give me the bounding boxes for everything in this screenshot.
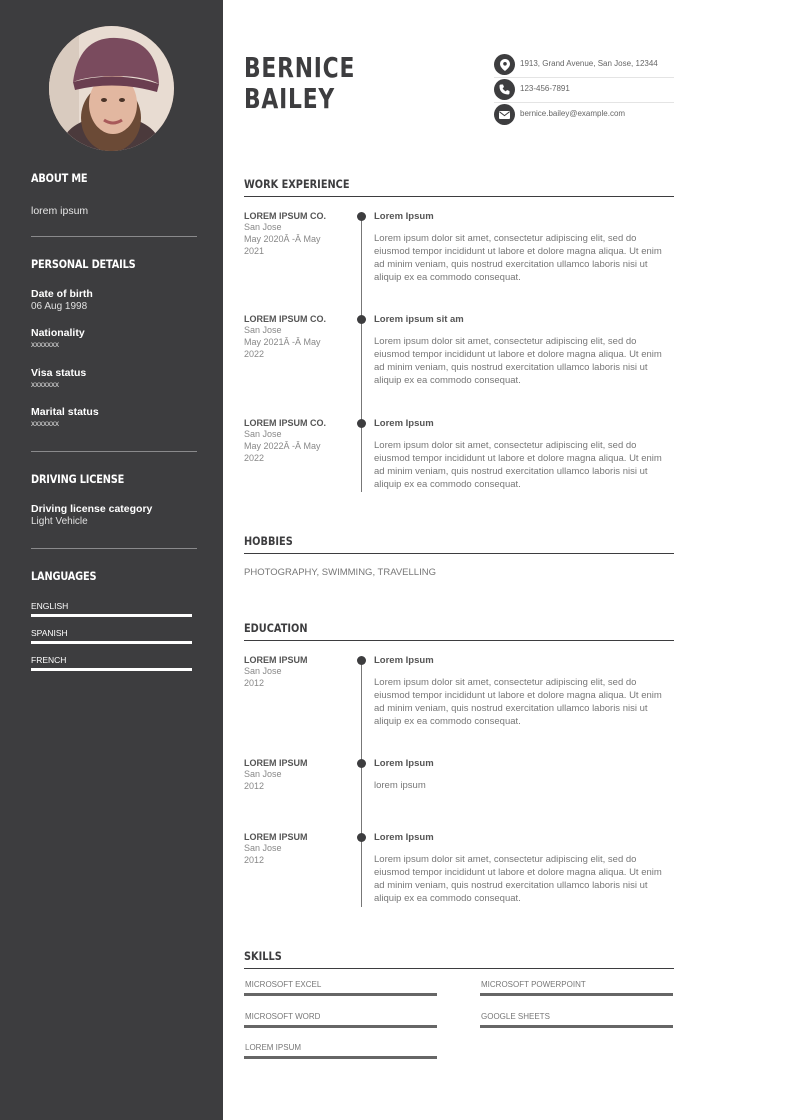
entry-description: Lorem ipsum dolor sit amet, consectetur adipiscing elit, sed do eiusmod tempor incididunt ut labore et dolore magna aliqua. Ut enim ad minim veniam, quis nostrud exercitation ullamco laboris nisi ut aliquip ex ea commodo consequat. (374, 233, 662, 283)
about-section (31, 171, 197, 217)
education-heading: EDUCATION (244, 621, 674, 641)
language-bar (31, 641, 192, 644)
dob-value: 06 Aug 1998 (31, 301, 88, 312)
timeline-dot (357, 315, 366, 324)
personal-section (31, 257, 197, 271)
envelope-icon (494, 104, 515, 125)
language-fill (31, 641, 192, 644)
language-item (31, 628, 192, 644)
driving-section (31, 472, 197, 486)
language-name: SPANISH (31, 628, 68, 638)
entry-description: lorem ipsum (374, 780, 426, 791)
first-name: BERNICE (244, 51, 356, 84)
skill-fill (244, 1056, 437, 1059)
entry-title: Lorem Ipsum (374, 418, 434, 429)
email-text: bernice.bailey@example.com (520, 109, 626, 118)
skill-bar (480, 993, 673, 996)
hobbies-heading: HOBBIES (244, 534, 674, 554)
candidate-name (244, 52, 355, 114)
skill-name: GOOGLE SHEETS (481, 1012, 550, 1021)
visa-value: xxxxxxx (31, 380, 59, 389)
languages-heading: LANGUAGES (31, 569, 97, 583)
divider (31, 548, 197, 549)
entry-description: Lorem ipsum dolor sit amet, consectetur adipiscing elit, sed do eiusmod tempor incididunt ut labore et dolore magna aliqua. Ut enim ad minim veniam, quis nostrud exercitation ullamco laboris nisi ut aliquip ex ea commodo consequat. (374, 440, 662, 490)
skill-bar (244, 1056, 437, 1059)
entry-title: Lorem Ipsum (374, 832, 434, 843)
entry-city: San Jose (244, 666, 282, 676)
contact-address (494, 53, 674, 78)
visa-item (31, 367, 197, 389)
skill-fill (244, 993, 437, 996)
dob-label: Date of birth (31, 288, 93, 300)
skill-item (244, 1012, 437, 1028)
hobbies-text: PHOTOGRAPHY, SWIMMING, TRAVELLING (244, 567, 436, 578)
entry-org: LOREM IPSUM CO. (244, 211, 327, 221)
skill-item (244, 1043, 437, 1059)
entry-org: LOREM IPSUM CO. (244, 314, 327, 324)
marital-label: Marital status (31, 406, 99, 418)
entry-org: LOREM IPSUM CO. (244, 418, 327, 428)
skill-name: MICROSOFT EXCEL (245, 980, 322, 989)
timeline-dot (357, 212, 366, 221)
entry-title: Lorem Ipsum (374, 211, 434, 222)
nationality-label: Nationality (31, 327, 85, 339)
skill-name: LOREM IPSUM (245, 1043, 302, 1052)
language-bar (31, 614, 192, 617)
skill-item (480, 980, 673, 996)
entry-year: 2012 (244, 678, 265, 688)
entry-description: Lorem ipsum dolor sit amet, consectetur adipiscing elit, sed do eiusmod tempor incididunt ut labore et dolore magna aliqua. Ut enim ad minim veniam, quis nostrud exercitation ullamco laboris nisi ut aliquip ex ea commodo consequat. (374, 336, 662, 386)
language-fill (31, 668, 192, 671)
work-heading: WORK EXPERIENCE (244, 177, 674, 197)
entry-dates: May 2021Â -Â May (244, 337, 321, 347)
timeline-dot (357, 833, 366, 842)
timeline-dot (357, 419, 366, 428)
divider (31, 451, 197, 452)
skill-item (480, 1012, 673, 1028)
about-heading: ABOUT ME (31, 171, 88, 185)
languages-section (31, 569, 197, 583)
entry-title: Lorem Ipsum (374, 655, 434, 666)
entry-year: 2012 (244, 855, 265, 865)
skill-bar (244, 993, 437, 996)
nationality-item (31, 327, 197, 349)
entry-city: San Jose (244, 222, 282, 232)
phone-text: 123-456-7891 (520, 84, 570, 93)
about-text: lorem ipsum (31, 205, 89, 217)
language-name: FRENCH (31, 655, 67, 665)
nationality-value: xxxxxxx (31, 340, 59, 349)
entry-year: 2012 (244, 781, 265, 791)
language-name: ENGLISH (31, 601, 69, 611)
language-fill (31, 614, 192, 617)
entry-city: San Jose (244, 843, 282, 853)
location-pin-icon (494, 54, 515, 75)
education-timeline-line (361, 659, 362, 907)
work-timeline-line (361, 215, 362, 492)
entry-city: San Jose (244, 769, 282, 779)
contact-email (494, 103, 674, 128)
sidebar (0, 0, 223, 1120)
skills-heading: SKILLS (244, 949, 674, 969)
last-name: BAILEY (244, 82, 336, 115)
personal-heading: PERSONAL DETAILS (31, 257, 136, 271)
skill-bar (244, 1025, 437, 1028)
timeline-dot (357, 656, 366, 665)
entry-title: Lorem Ipsum (374, 758, 434, 769)
skill-fill (244, 1025, 437, 1028)
skill-name: MICROSOFT WORD (245, 1012, 321, 1021)
skill-item (244, 980, 437, 996)
skill-name: MICROSOFT POWERPOINT (481, 980, 586, 989)
entry-title: Lorem ipsum sit am (374, 314, 464, 325)
language-item (31, 655, 192, 671)
entry-city: San Jose (244, 429, 282, 439)
driving-item (31, 503, 197, 527)
dob-item (31, 288, 197, 312)
contact-phone (494, 78, 674, 103)
driving-value: Light Vehicle (31, 516, 88, 527)
timeline-dot (357, 759, 366, 768)
driving-label: Driving license category (31, 503, 153, 515)
entry-description: Lorem ipsum dolor sit amet, consectetur adipiscing elit, sed do eiusmod tempor incididunt ut labore et dolore magna aliqua. Ut enim ad minim veniam, quis nostrud exercitation ullamco laboris nisi ut aliquip ex ea commodo consequat. (374, 677, 662, 727)
phone-icon (494, 79, 515, 100)
skill-bar (480, 1025, 673, 1028)
entry-dates: May 2022Â -Â May (244, 441, 321, 451)
avatar (49, 26, 174, 151)
skill-fill (480, 993, 673, 996)
entry-dates-end: 2022 (244, 349, 265, 359)
address-text: 1913, Grand Avenue, San Jose, 12344 (520, 59, 658, 68)
skill-fill (480, 1025, 673, 1028)
entry-org: LOREM IPSUM (244, 832, 308, 842)
language-item (31, 601, 192, 617)
divider (31, 236, 197, 237)
marital-value: xxxxxxx (31, 419, 59, 428)
entry-org: LOREM IPSUM (244, 655, 308, 665)
language-bar (31, 668, 192, 671)
entry-dates-end: 2021 (244, 246, 265, 256)
entry-description: Lorem ipsum dolor sit amet, consectetur adipiscing elit, sed do eiusmod tempor incididunt ut labore et dolore magna aliqua. Ut enim ad minim veniam, quis nostrud exercitation ullamco laboris nisi ut aliquip ex ea commodo consequat. (374, 854, 662, 904)
driving-heading: DRIVING LICENSE (31, 472, 125, 486)
entry-city: San Jose (244, 325, 282, 335)
entry-dates-end: 2022 (244, 453, 265, 463)
visa-label: Visa status (31, 367, 87, 379)
entry-dates: May 2020Â -Â May (244, 234, 321, 244)
entry-org: LOREM IPSUM (244, 758, 308, 768)
marital-item (31, 406, 197, 428)
